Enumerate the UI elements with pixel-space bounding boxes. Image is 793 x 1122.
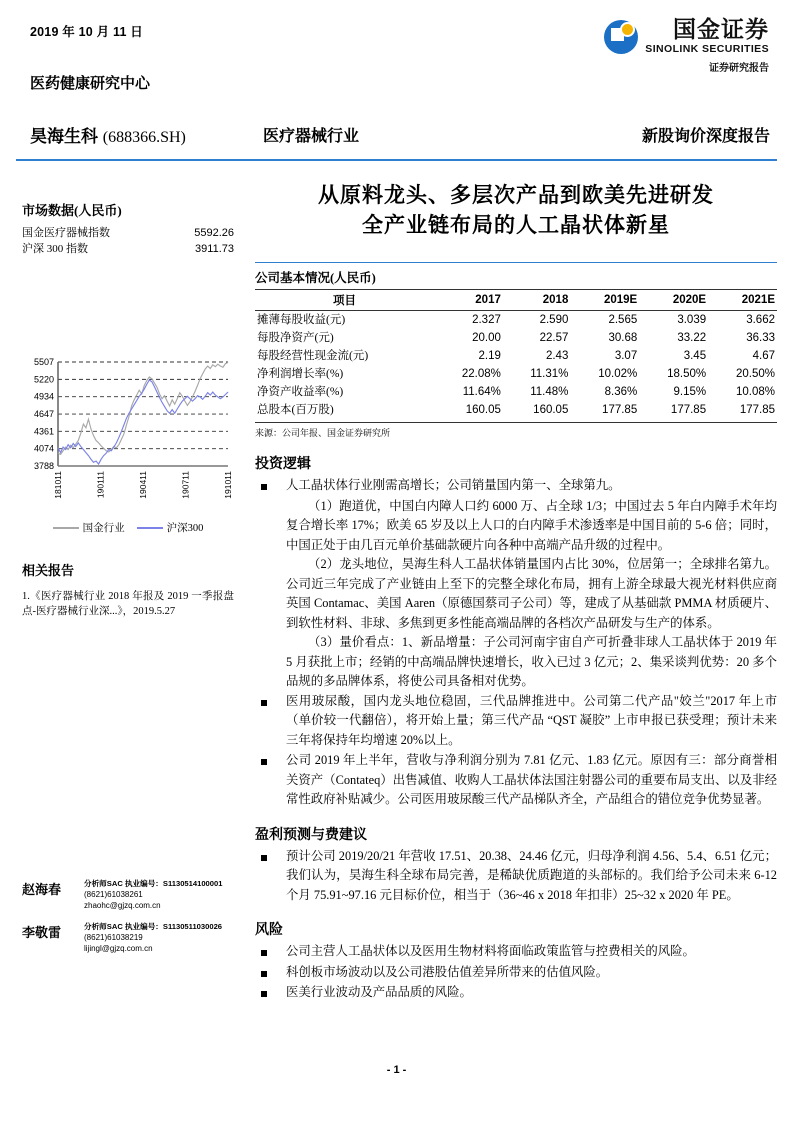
paragraph: （2）龙头地位，昊海生科人工晶状体销量国内占比 30%，位居第一；全球排名第九。公司近三年完成了产业链由上至下的完整全球化布局，拥有上游全球最大视光材料供应商英国 Contamac、美国 Aaren（原德国蔡司子公司）等，建成了从基础款 PMMA 材质硬片、到软性材料、非球、多焦到更多性能高端品牌的各档次产品研发与生产的体系。 [286,557,777,630]
table-row [255,329,777,347]
stock-name [30,122,186,147]
stock-name-text: 昊海生科 [30,127,98,146]
table-row [255,365,777,383]
svg-text:3788: 3788 [33,461,54,471]
table-cell: 3.039 [677,314,707,326]
table-cell: 11.64% [462,386,501,398]
company-logo [604,18,769,74]
table-header-row [255,290,777,311]
table-header-cell: 2018 [503,290,570,311]
analyst-phone: (8621)61038219 [84,933,143,942]
table-row-label: 净利润增长率(%) [257,368,344,380]
table-caption: 公司基本情况(人民币) [255,262,777,289]
svg-text:190711: 190711 [180,471,191,499]
legend-swatch [53,527,79,529]
analyst-phone: (8621)61038261 [84,890,143,899]
market-data-label: 沪深 300 指数 [22,243,88,255]
logo-english-name: SINOLINK SECURITIES [645,43,769,55]
table-source-note: 来源：公司年报、国金证券研究所 [255,428,391,438]
table-header-cell: 2021E [708,290,777,311]
sinolink-logo-icon [604,20,638,54]
svg-text:4361: 4361 [33,426,54,437]
table-cell: 10.08% [735,386,775,398]
svg-text:181011: 181011 [53,471,64,499]
section-heading: 盈利预测与费建议 [255,827,367,843]
table-header-cell: 2019E [570,290,639,311]
chart-legend [22,520,234,535]
table-row [255,401,777,419]
table-cell: 177.85 [602,404,638,416]
fin-table [255,289,777,419]
table-header-cell: 2020E [639,290,708,311]
analyst-name: 赵海春 [22,882,62,897]
svg-text:191011: 191011 [223,471,234,499]
analyst-email[interactable]: zhaohc@gjzq.com.cn [84,901,161,910]
analyst-sac-number: 分析师SAC 执业编号：S1130511030026 [84,922,223,931]
table-cell: 177.85 [670,404,707,416]
related-reports-title: 相关报告 [22,563,75,578]
table-row-label: 净资产收益率(%) [257,386,344,398]
svg-text:190111: 190111 [95,471,106,499]
paragraph: （3）量价看点：1、新品增量：子公司河南宇宙自产可折叠非球人工晶状体于 2019 年 5 月获批上市；经销的中高端品牌快速增长，收入已过 3 亿元；2、集采谈判优势：20 多个品规的多品牌体系，将使公司具备相对优势。 [286,635,777,688]
section-investment-logic [255,453,777,810]
table-cell: 10.02% [598,368,638,380]
market-data-title: 市场数据(人民币) [22,203,122,218]
legend-swatch [137,527,163,529]
paragraph: （1）跑道优，中国白内障人口约 6000 万、占全球 1/3；中国过去 5 年白内障手术年均复合增长率 17%；欧美 65 岁及以上人口的白内障手术渗透率是中国目前的 5-6 倍；同时，中国正处于由几百元单价基础款硬片向各种中高端产品升级的过程中。 [286,498,777,552]
header-divider [16,159,777,161]
table-cell: 36.33 [746,332,775,344]
page-title-line2: 全产业链布局的人工晶状体新星 [362,213,670,237]
legend-label: 沪深300 [166,523,204,534]
table-bottom-rule [255,422,777,423]
table-cell: 20.50% [735,368,775,380]
analyst-name: 李敬雷 [22,925,62,940]
svg-text:4074: 4074 [33,443,54,454]
analyst-entry [22,878,237,911]
svg-text:190411: 190411 [138,471,149,499]
table-row-label: 每股净资产(元) [257,332,334,344]
page-number: - 1 - [386,1064,407,1076]
svg-text:5507: 5507 [33,358,54,367]
table-cell: 2.19 [478,350,501,362]
table-cell: 2.565 [608,314,638,326]
bullet-item: 医用玻尿酸，国内龙头地位稳固，三代品牌推进中。公司第二代产品"姣兰"2017 年上市（单价较一代翻倍），将开始上量；第三代产品 “QST 凝胶” 上市申报已获受理；预计未来三年将保持年均增速 20%以上。 [255,692,777,751]
bullet-item: 公司 2019 年上半年，营收与净利润分别为 7.81 亿元、1.83 亿元。原因有三：部分商誉相关资产（Contateq）出售减值、收购人工晶状体法国注射器公司的重要布局支出、以及非经常性政府补贴减少。公司医用玻尿酸三代产品梯队齐全，产品组合的错位竞争优势显著。 [255,751,777,810]
table-cell: 4.67 [752,350,775,362]
market-data-row [22,225,234,241]
logo-subtitle: 证券研究报告 [709,63,769,74]
analyst-sac-number: 分析师SAC 执业编号：S1130514100001 [84,879,223,888]
analyst-entry [22,921,237,954]
svg-text:4934: 4934 [33,391,54,402]
page-title-line1: 从原料龙头、多层次产品到欧美先进研发 [318,183,714,207]
legend-item-csi300 [137,520,204,535]
market-data-label: 国金医疗器械指数 [22,227,110,239]
table-row [255,311,777,330]
report-date: 2019 年 10 月 11 日 [30,25,143,39]
market-data-panel [22,200,234,257]
table-cell: 177.85 [739,404,775,416]
table-header-cell: 项目 [255,290,434,311]
section-heading: 投资逻辑 [255,457,311,472]
table-cell: 3.07 [614,350,638,362]
table-row [255,347,777,365]
table-header-cell: 2017 [434,290,503,311]
industry-label: 医疗器械行业 [263,128,360,145]
logo-chinese-name: 国金证券 [673,16,769,42]
svg-text:4647: 4647 [33,409,54,420]
table-cell: 18.50% [667,368,707,380]
analyst-email[interactable]: lijingl@gjzq.com.cn [84,944,153,953]
table-cell: 8.36% [604,386,638,398]
bullet-item: 预计公司 2019/20/21 年营收 17.51、20.38、24.46 亿元，归母净利润 4.56、5.4、6.51 亿元；我们认为，昊海生科全球布局完善，是稀缺优质跑道的头部标的。我们给予公司未来 6-12 个月 75.91~97.16 元目标价位，相当于（36~46 x 2018 年扣非）25~32 x 2020 年 PE。 [255,847,777,906]
section-risk [255,919,777,1003]
legend-item-industry [53,520,125,535]
market-data-row [22,241,234,257]
table-cell: 2.43 [545,350,569,362]
research-center-name: 医药健康研究中心 [30,76,151,92]
index-performance-chart [22,358,234,508]
bullet-item: 医美行业波动及产品品质的风险。 [255,983,777,1003]
report-type-label: 新股询价深度报告 [641,128,770,145]
related-reports-panel [22,560,234,619]
table-cell: 2.327 [472,314,501,326]
table-cell: 11.48% [530,386,569,398]
table-cell: 9.15% [673,386,707,398]
legend-label: 国金行业 [82,523,125,534]
bullet-item: 公司主营人工晶状体以及医用生物材料将面临政策监管与控费相关的风险。 [255,942,777,962]
section-profit-forecast [255,824,777,906]
market-data-value: 3911.73 [195,243,234,255]
table-row [255,383,777,401]
svg-text:5220: 5220 [33,374,54,385]
related-report-item[interactable]: 1.《医疗器械行业 2018 年报及 2019 一季报盘点-医疗器械行业深...》，2019.5.27 [22,591,234,617]
table-row-label: 每股经营性现金流(元) [257,350,369,362]
table-cell: 2.590 [539,314,569,326]
table-cell: 30.68 [608,332,638,344]
table-cell: 3.45 [683,350,707,362]
bullet-item: 人工晶状体行业刚需高增长；公司销量国内第一、全球第九。 [255,476,777,496]
table-cell: 22.57 [539,332,569,344]
table-cell: 20.00 [472,332,501,344]
table-cell: 22.08% [461,368,501,380]
table-cell: 11.31% [530,368,569,380]
table-row-label: 总股本(百万股) [257,404,334,416]
section-heading: 风险 [255,923,283,938]
bullet-item: 科创板市场波动以及公司港股估值差异所带来的估值风险。 [255,963,777,983]
chart-svg [22,358,234,508]
table-row-label: 摊薄每股收益(元) [257,314,346,326]
analyst-panel [22,878,237,964]
financial-summary-table [255,262,777,439]
stock-header-row [30,122,770,148]
table-cell: 33.22 [677,332,707,344]
table-cell: 3.662 [746,314,775,326]
table-cell: 160.05 [533,404,569,416]
report-body [255,180,777,1004]
table-cell: 160.05 [465,404,501,416]
market-data-value: 5592.26 [194,227,234,239]
stock-code: (688366.SH) [102,129,186,146]
column-divider [248,175,249,1055]
page-title [255,180,777,240]
